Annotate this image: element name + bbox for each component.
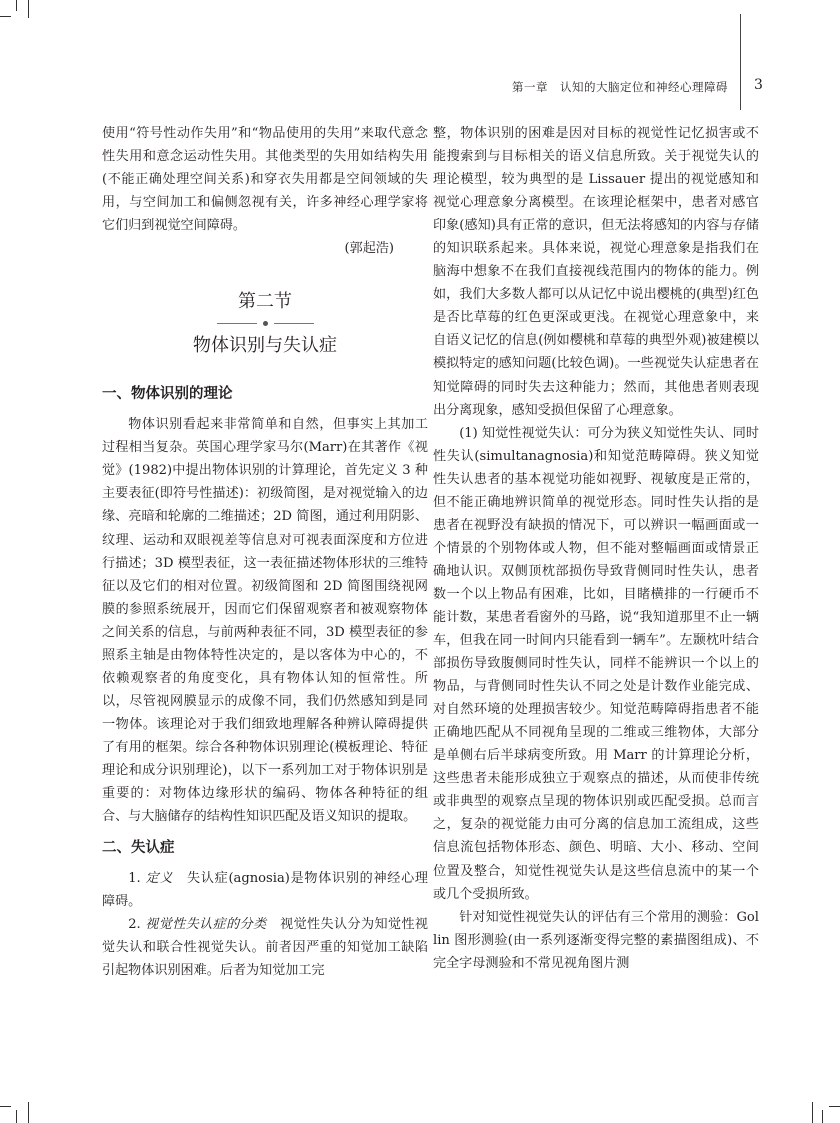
classification-number: 2. — [128, 917, 141, 933]
section-ornament — [102, 316, 428, 330]
crop-mark — [16, 1110, 17, 1123]
apperceptive-agnosia-paragraph: (1) 知觉性视觉失认：可分为狭义知觉性失认、同时性失认(simultanagnosia)和知觉范畴障碍。狭义知觉性失认患者的基本视觉功能如视野、视敏度是正常的，但不能正确地辨识简单的视觉形态。同时性失认指的是患者在视野没有缺损的情况下，可以辨识一幅画面或一个情景的个别物体或人物，但不能对整幅画面或情景正确地认识。双侧顶枕部损伤导致背侧同时性失认，患者数一个以上物品有困难，比如，目睹横排的一行硬币不能计数，某患者看窗外的马路，说“我知道那里不止一辆车，但我在同一时间内只能看到一辆车”。左颞枕叶结合部损伤导致腹侧同时性失认，同样不能辨识一个以上的物品，与背侧同时性失认不同之处是计数作业能完成、对自然环境的处理损害较少。知觉范畴障碍指患者不能正确地匹配从不同视角呈现的二维或三维物体，大部分是单侧右后半球病变所致。用 Marr 的计算理论分析，这些患者未能形成独立于观察点的描述，从而使非传统或非典型的观察点呈现的物体识别或匹配受损。总而言之，复杂的视觉能力由可分离的信息加工流组成，这些信息流包括物体形态、颜色、明暗、大小、移动、空间位置及整合，知觉性视觉失认是这些信息流中的某一个或几个受损所致。 — [433, 425, 759, 902]
continuation-paragraph: 整，物体识别的困难是因对目标的视觉性记忆损害或不能搜索到与目标相关的语义信息所致。关于视觉失认的理论模型，较为典型的是 Lissauer 提出的视觉感知和视觉心理意象分离模型。在该理论框架中，患者对感官印象(感知)具有正常的意识，但无法将感知的内容与存储的知识联系起来。具体来说，视觉心理意象是指我们在脑海中想象不在我们直接视线范围内的物体的能力。例如，我们大多数人都可以从记忆中说出樱桃的(典型)红色是否比草莓的红色更深或更浅。在视觉心理意象中，来自语义记忆的信息(例如樱桃和草莓的典型外观)被建模以模拟特定的感知问题(比较色调)。一些视觉失认症患者在知觉障碍的同时失去这种能力；然而，其他患者则表现出分离现象，感知受损但保留了心理意象。 — [433, 126, 759, 418]
crop-mark — [829, 1106, 840, 1107]
definition-text: 失认症(agnosia)是物体识别的神经心理障碍。 — [102, 871, 428, 910]
heading-object-recognition-theory: 一、物体识别的理论 — [102, 386, 233, 403]
ornament-dot-icon — [263, 321, 268, 326]
definition-number: 1. — [128, 871, 141, 887]
theory-paragraph: 物体识别看起来非常简单和自然，但事实上其加工过程相当复杂。英国心理学家马尔(Marr)在其著作《视觉》(1982)中提出物体识别的计算理论，首先定义 3 种主要表征(即符号性描述)：初级简图，是对视觉输入的边缘、亮暗和轮廓的二维描述；2D 简图，通过利用阴影、纹理、运动和双眼视差等信息对可视表面深度和方位进行描述；3D 模型表征，这一表征描述物体形状的三维特征以及它们的相对位置。初级简图和 2D 简图围绕视网膜的参照系统展开，因而它们保留观察者和被观察物体之间关系的信息，与前两种表征不同，3D 模型表征的参照系主轴是由物体特性决定的，是以客体为中心的，不依赖观察者的角度变化，具有物体认知的恒常性。所以，尽管视网膜显示的成像不同，我们仍然感知到是同一物体。该理论对于我们细致地理解各种辨认障碍提供了有用的框架。综合各种物体识别理论(模板理论、特征理论和成分识别理论)，以下一系列加工对于物体识别是重要的：对物体边缘形状的编码、物体各种特征的组合、与大脑储存的结构性知识匹配及语义知识的提取。 — [102, 417, 428, 825]
crop-mark — [28, 0, 29, 18]
definition-paragraph — [102, 867, 428, 913]
left-column — [102, 122, 428, 982]
definition-term: 定义 — [145, 871, 174, 887]
ornament-line — [274, 323, 314, 324]
crop-mark — [0, 16, 11, 17]
crop-mark — [812, 1102, 813, 1123]
classification-text: 视觉性失认分为知觉性视觉失认和联合性视觉失认。前者因严重的知觉加工缺陷引起物体识别困难。后者为知觉加工完 — [102, 917, 429, 979]
crop-mark — [0, 1106, 11, 1107]
crop-mark — [28, 1102, 29, 1123]
ornament-line — [217, 323, 257, 324]
intro-paragraph: 使用“符号性动作失用”和“物品使用的失用”来取代意念性失用和意念运动性失用。其他类型的失用如结构失用(不能正确处理空间关系)和穿衣失用都是空间领域的失用，与空间加工和偏侧忽视有关，许多神经心理学家将它们归到视觉空间障碍。 — [102, 126, 428, 234]
crop-mark — [822, 1110, 823, 1123]
section-label: 第二节 — [238, 291, 292, 313]
right-column — [433, 122, 759, 975]
classification-paragraph — [102, 913, 428, 982]
assessment-paragraph: 针对知觉性视觉失认的评估有三个常用的测验：Gollin 图形测验(由一系列逐渐变得完整的素描图组成)、不完全字母测验和不常见视角图片测 — [433, 909, 759, 971]
author-signature: (郭起浩) — [344, 241, 394, 257]
running-head: 第一章 认知的大脑定位和神经心理障碍 — [512, 80, 728, 94]
header-rule — [740, 14, 741, 110]
heading-agnosia: 二、失认症 — [102, 840, 175, 857]
crop-mark — [16, 0, 17, 11]
page-number: 3 — [754, 77, 763, 93]
section-title: 物体识别与失认症 — [193, 335, 337, 357]
classification-term: 视觉性失认症的分类 — [145, 917, 267, 933]
